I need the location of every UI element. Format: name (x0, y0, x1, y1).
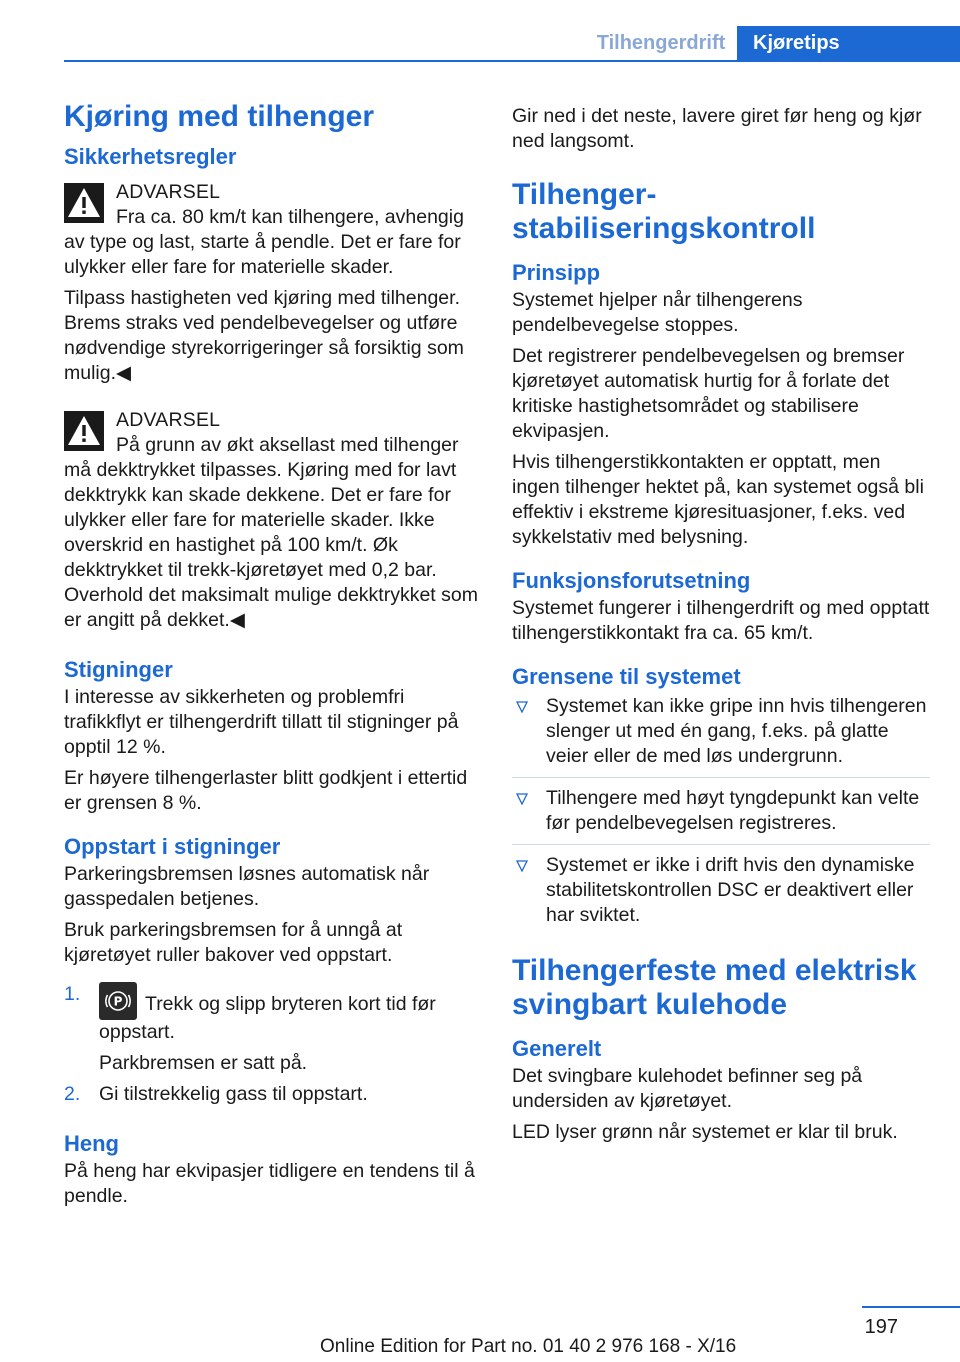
svg-text:P: P (113, 994, 123, 1009)
limit-text-3: Systemet er ikke i drift hvis den dynamiske stabilitetskontrollen DSC er deaktivert eller har sviktet. (546, 854, 915, 926)
prinsipp-paragraph-1: Systemet hjelper når tilhengerens pendelbevegelse stoppes. (512, 289, 803, 336)
list-item (512, 694, 930, 778)
generelt-paragraph-1: Det svingbare kulehodet befinner seg på undersiden av kjøretøyet. (512, 1065, 863, 1112)
list-item (512, 786, 930, 845)
limit-text-1: Systemet kan ikke gripe inn hvis tilhengeren slenger ut med én gang, f.eks. på glatte veier eller de med løs undergrunn. (546, 695, 927, 767)
heng-paragraph: På heng har ekvipasjer tidligere en tendens til å pendle. (64, 1160, 475, 1207)
right-column (512, 100, 930, 1145)
step-sub-1: Parkbremsen er satt på. (99, 1052, 308, 1074)
heading-oppstart: Oppstart i stigninger (64, 834, 281, 859)
list-item (512, 853, 930, 936)
stigninger-paragraph-1: I interesse av sikkerheten og problemfri trafikkflyt er tilhengerdrift tillatt til stigninger på opptil 12 %. (64, 686, 459, 758)
prinsipp-paragraph-3: Hvis tilhengerstikkontakten er opptatt, men ingen tilhenger hektet på, kan systemet også bli effektiv i ekstreme kjøresituasjoner, f.eks. ved sykkelstativ med belysning. (512, 451, 924, 548)
page-number: 197 (864, 1316, 898, 1338)
heading-grenser: Grensene til systemet (512, 664, 741, 689)
step-number: 1. (64, 983, 81, 1005)
left-column (64, 100, 482, 1209)
triangle-bullet-icon (516, 793, 528, 805)
footer-rule (862, 1306, 960, 1308)
warning-text-2: På grunn av økt aksellast med tilhenger må dekktrykket tilpasses. Kjøring med for lavt dekktrykk kan skade dekkene. Det er fare for ulykker eller fare for materielle skader. Ikke overskrid en hastighet på 100 km/t. Øk dekktrykket til trekk-kjøretøyet med 0,2 bar. Overhold det maksimalt mulige dekktrykket som er angitt på dekket.◀ (64, 434, 478, 631)
warning-block-1 (64, 180, 482, 280)
safety-paragraph: Tilpass hastigheten ved kjøring med tilhenger. Brems straks ved pendelbevegelser og utføre nødvendige styrekorrigeringer så forsiktig som mulig.◀ (64, 287, 464, 384)
heading-prinsipp: Prinsipp (512, 260, 601, 285)
warning-triangle-icon (64, 411, 104, 451)
limits-list (512, 694, 930, 936)
edition-footer: Online Edition for Part no. 01 40 2 976 168 - X/16 (320, 1336, 737, 1357)
oppstart-paragraph-2: Bruk parkeringsbremsen for å unngå at kjøretøyet ruller bakover ved oppstart. (64, 919, 403, 966)
heading-sikkerhetsregler: Sikkerhetsregler (64, 144, 237, 169)
funksjon-paragraph: Systemet fungerer i tilhengerdrift og med opptatt tilhengerstikkontakt fra ca. 65 km/t. (512, 597, 930, 644)
stigninger-paragraph-2: Er høyere tilhengerlaster blitt godkjent i ettertid er grensen 8 %. (64, 767, 468, 814)
chapter-tab-kjoretips: Kjøretips (737, 26, 960, 62)
heading-heng: Heng (64, 1131, 119, 1156)
header-rule (64, 60, 960, 62)
warning-triangle-icon (64, 183, 104, 223)
heading-stigninger: Stigninger (64, 657, 173, 682)
page-header (0, 0, 960, 62)
warning-text-1: Fra ca. 80 km/t kan tilhengere, avhengig av type og last, starte å pendle. Det er fare for ulykker eller fare for materielle skader. (64, 206, 464, 278)
triangle-bullet-icon (516, 701, 528, 713)
list-item (64, 982, 482, 1076)
section-title-tilhengerfeste: Tilhengerfeste med elektrisk svingbart kulehode (512, 954, 917, 1021)
intro-paragraph: Gir ned i det neste, lavere giret før heng og kjør ned langsomt. (512, 105, 922, 152)
oppstart-paragraph-1: Parkeringsbremsen løsnes automatisk når gasspedalen betjenes. (64, 863, 430, 910)
triangle-bullet-icon (516, 860, 528, 872)
heading-funksjon: Funksjonsforutsetning (512, 568, 751, 593)
warning-block-2 (64, 408, 482, 633)
step-text-2: Gi tilstrekkelig gass til oppstart. (99, 1083, 368, 1105)
heading-generelt: Generelt (512, 1036, 602, 1061)
section-tab-tilhengerdrift: Tilhengerdrift (596, 32, 726, 54)
section-title-kjoring: Kjøring med tilhenger (64, 100, 375, 133)
step-number: 2. (64, 1083, 81, 1105)
limit-text-2: Tilhengere med høyt tyngdepunkt kan velte før pendelbevegelsen registreres. (546, 787, 920, 834)
parking-brake-icon (99, 982, 137, 1020)
steps-list (64, 982, 482, 1107)
warning-title-2: ADVARSEL (116, 409, 221, 431)
section-title-stabilisering: Tilhenger-stabiliseringskontroll (512, 178, 816, 245)
list-item (64, 1082, 482, 1107)
prinsipp-paragraph-2: Det registrerer pendelbevegelsen og bremser kjøretøyet automatisk hurtig for å forlate det kritiske hastighetsområdet og stabilisere ekvipasjen. (512, 345, 905, 442)
generelt-paragraph-2: LED lyser grønn når systemet er klar til bruk. (512, 1121, 898, 1143)
step-text-1: Trekk og slipp bryteren kort tid før oppstart. (99, 993, 436, 1043)
warning-title-1: ADVARSEL (116, 181, 221, 203)
